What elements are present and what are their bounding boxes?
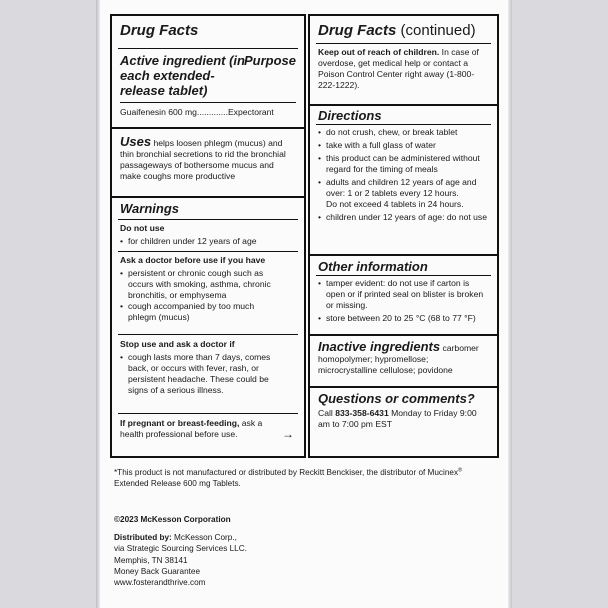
section-rule (310, 334, 497, 336)
list-item: • children under 12 years of age: do not use (318, 212, 489, 223)
uses-heading: Uses (120, 134, 152, 149)
pregnant-section (112, 418, 304, 440)
section-rule (112, 196, 304, 198)
active-ingredient-heading: Active ingredient (in each extended-release tablet) (120, 53, 245, 98)
warnings-section (112, 201, 304, 216)
inactive-heading: Inactive ingredients (318, 339, 441, 354)
divider (118, 334, 298, 335)
keep-out-heading: Keep out of reach of children. (318, 47, 440, 57)
pregnant-heading: If pregnant or breast-feeding, (120, 418, 240, 428)
divider (118, 219, 298, 220)
divider (316, 275, 491, 276)
section-rule (310, 386, 497, 388)
continued-suffix: (continued) (396, 22, 476, 39)
call-label: Call (318, 408, 336, 418)
inactive-section (310, 339, 497, 376)
distributed-via: via Strategic Sourcing Services LLC. (114, 544, 247, 554)
list-item: • cough accompanied by too much phlegm (mucus) (120, 301, 282, 323)
ingredient-line: Guaifenesin 600 mg.............Expectorant (120, 107, 274, 117)
uses-section (112, 134, 304, 182)
phone-number: 833-358-6431 (335, 408, 389, 418)
stop-use-heading: Stop use and ask a doctor if (120, 339, 235, 349)
list-item: • cough lasts more than 7 days, comes back, or occurs with fever, rash, or persistent headache. These could be signs of a serious illness. (120, 352, 284, 396)
guarantee: Money Back Guarantee (114, 566, 201, 576)
directions-note: Do not exceed 4 tablets in 24 hours. (326, 199, 464, 209)
disclaimer-text-end: Extended Release 600 mg Tablets. (114, 479, 241, 489)
list-item: • persistent or chronic cough such as occurs with smoking, asthma, chronic bronchitis, or emphysema (120, 268, 282, 301)
directions-section (310, 108, 497, 123)
disclaimer-text: *This product is not manufactured or distributed by Reckitt Benckiser, the distributor of Mucinex (114, 468, 459, 477)
list-item: • this product can be administered without regard for the timing of meals (318, 153, 489, 175)
list-item: • take with a full glass of water (318, 140, 489, 151)
keep-out-text: In case of overdose, get medical help or contact a Poison Control Center right away (1-800-222-1222). (318, 47, 479, 90)
divider (316, 124, 491, 125)
city: Memphis, TN 38141 (114, 555, 188, 565)
divider (118, 413, 298, 414)
divider (316, 43, 491, 44)
warnings-heading: Warnings (120, 201, 179, 216)
uses-text: helps loosen phlegm (mucus) and thin bronchial secretions to rid the bronchial passageways of bothersome mucus and make coughs more productive (120, 138, 286, 181)
list-item: • tamper evident: do not use if carton is open or if printed seal on blister is broken or missing. (318, 278, 489, 311)
section-rule (310, 254, 497, 256)
purpose-heading: Purpose (243, 53, 296, 68)
list-item: • do not crush, chew, or break tablet (318, 127, 489, 138)
section-rule (112, 127, 304, 129)
directions-heading: Directions (318, 108, 382, 123)
stop-use-section (112, 339, 304, 396)
continued-title (310, 22, 497, 40)
other-info-section (310, 259, 497, 274)
questions-section (310, 391, 497, 430)
keep-out-section (310, 47, 497, 91)
divider (118, 48, 298, 49)
distributed-text: McKesson Corp., (171, 533, 237, 542)
arrow-right-icon: → (282, 427, 294, 441)
drug-facts-continued-panel (308, 14, 499, 458)
other-info-heading: Other information (318, 259, 428, 274)
continued-heading: Drug Facts (318, 22, 397, 39)
website: www.fosterandthrive.com (114, 578, 206, 588)
ask-doctor-heading: Ask a doctor before use if you have (120, 255, 266, 265)
questions-heading: Questions or comments? (318, 391, 475, 406)
distributed-label: Distributed by: (114, 533, 172, 542)
divider (120, 102, 296, 103)
section-rule (310, 104, 497, 106)
drug-facts-panel (110, 14, 306, 458)
inactive-text: carbomer homopolymer; hypromellose; microcrystalline cellulose; povidone (318, 343, 479, 375)
ask-doctor-section (112, 255, 304, 323)
card-edge-right (508, 0, 512, 608)
do-not-use-heading: Do not use (120, 223, 165, 233)
list-item: • for children under 12 years of age (120, 236, 296, 247)
registered-mark: ® (458, 467, 463, 474)
pregnant-text: ask a health professional before use. (120, 418, 263, 439)
disclaimer (114, 467, 494, 490)
do-not-use-section (112, 223, 304, 247)
drug-facts-heading: Drug Facts (120, 22, 199, 39)
drug-facts-title (112, 22, 304, 40)
list-item: • store between 20 to 25 °C (68 to 77 °F) (318, 313, 489, 324)
list-item: • adults and children 12 years of age and over: 1 or 2 tablets every 12 hours. (318, 177, 489, 199)
distributor-block (114, 532, 494, 588)
active-ingredient-section (112, 53, 304, 118)
directions-list (310, 127, 497, 223)
hours-text: Monday to Friday 9:00 am to 7:00 pm EST (318, 408, 477, 429)
other-info-list (310, 278, 497, 324)
divider (118, 251, 298, 252)
copyright: ©2023 McKesson Corporation (114, 515, 231, 524)
